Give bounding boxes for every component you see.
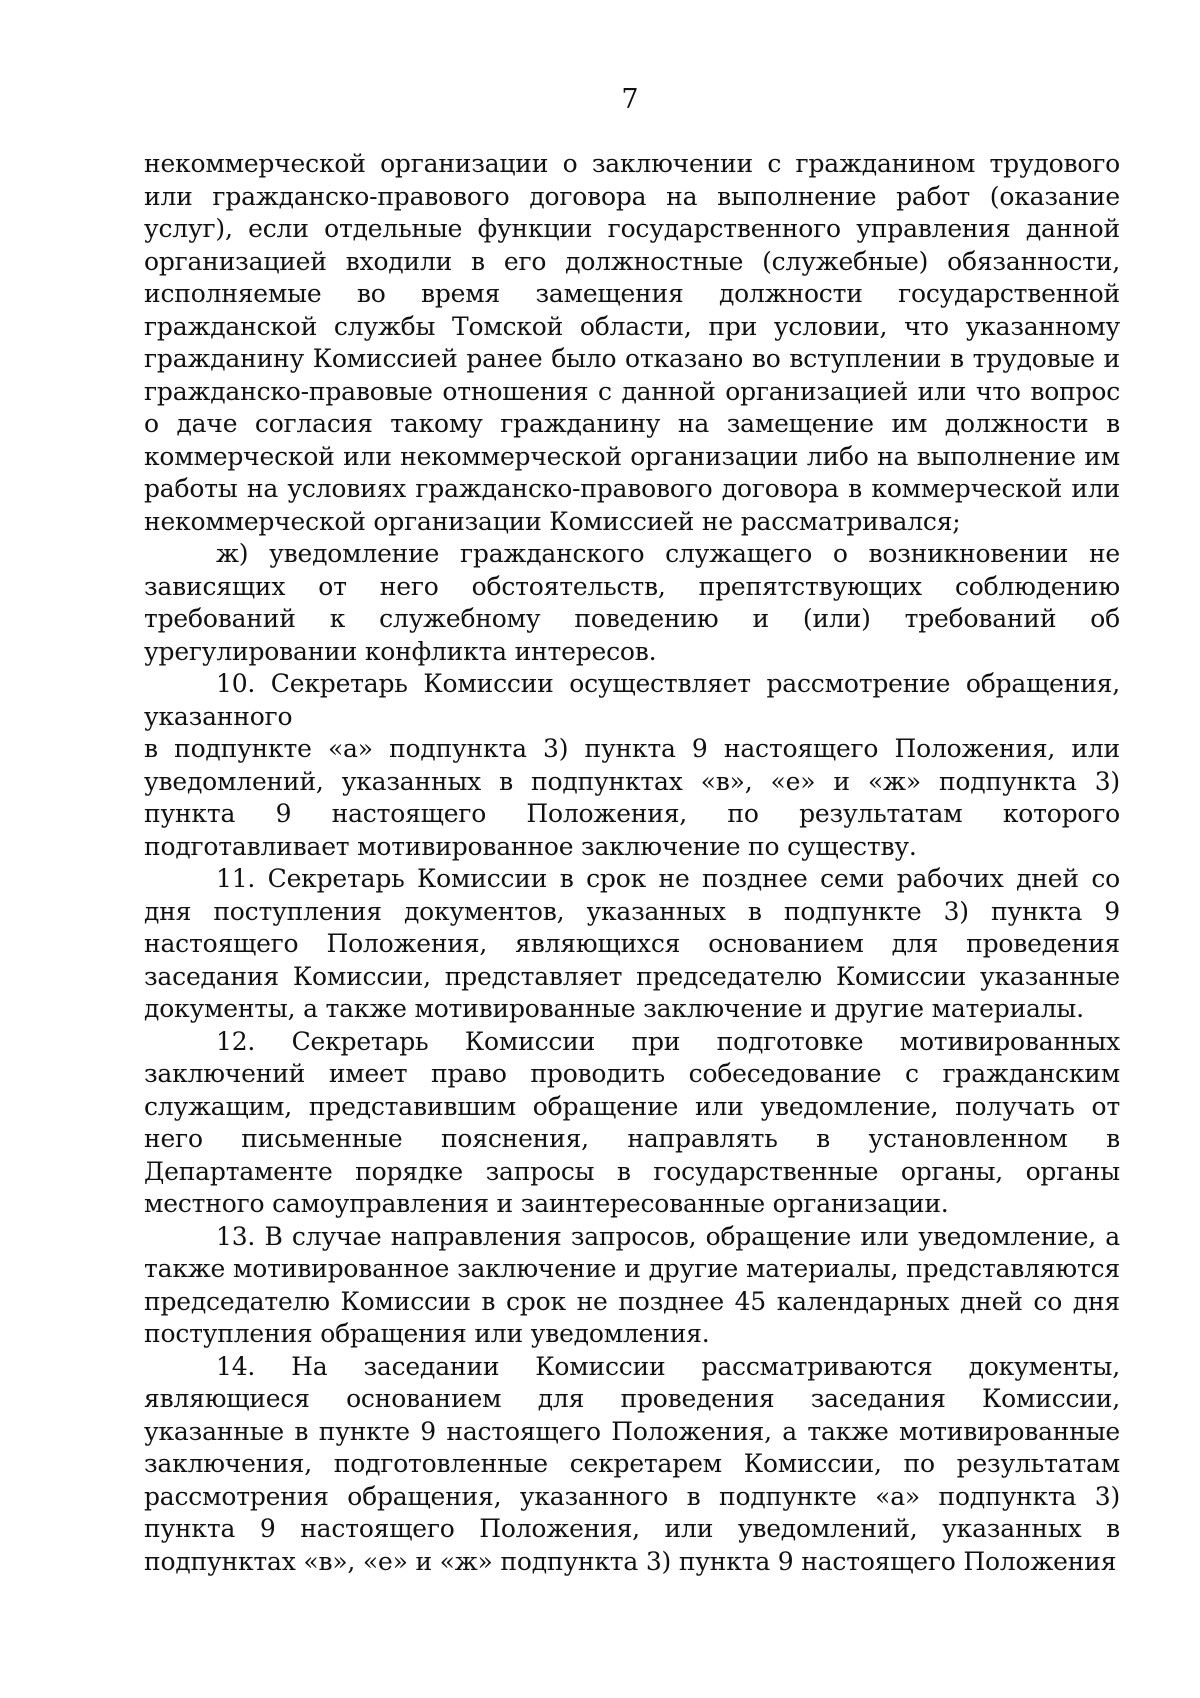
- paragraph-item-zh: ж) уведомление гражданского служащего о возникновении не зависящих от него обстоятельств, препятствующих соблюдению требований к служебному поведению и (или) требований об урегулировании конфликта интересов.: [144, 539, 1120, 666]
- paragraph-14: 14. На заседании Комиссии рассматриваются документы, являющиеся основанием для проведения заседания Комиссии, указанные в пункте 9 настоящего Положения, а также мотивированные заключения, подготовленные секретарем Комиссии, по результатам рассмотрения обращения, указанного в подпункте «а» подпункта 3) пункта 9 настоящего Положения, или уведомлений, указанных в подпунктах «в», «е» и «ж» подпункта 3) пункта 9 настоящего Положения: [144, 1351, 1120, 1576]
- paragraph-12: 12. Секретарь Комиссии при подготовке мотивированных заключений имеет право проводить собеседование с гражданским служащим, представившим обращение или уведомление, получать от него письменные пояснения, направлять в установленном в Департаменте порядке запросы в государственные органы, органы местного самоуправления и заинтересованные организации.: [144, 1026, 1120, 1218]
- page-number: 7: [621, 84, 639, 115]
- paragraph-13: 13. В случае направления запросов, обращение или уведомление, а также мотивированное заключение и другие материалы, представляются председателю Комиссии в срок не позднее 45 календарных дней со дня поступления обращения или уведомления.: [144, 1221, 1120, 1348]
- paragraph-continuation: некоммерческой организации о заключении с гражданином трудового или гражданско-правового договора на выполнение работ (оказание услуг), если отдельные функции государственного управления данной организацией входили в его должностные (служебные) обязанности, исполняемые во время замещения должности государственной гражданской службы Томской области, при условии, что указанному гражданину Комиссией ранее было отказано во вступлении в трудовые и гражданско-правовые отношения с данной организацией или что вопрос о даче согласия такому гражданину на замещение им должности в коммерческой или некоммерческой организации либо на выполнение им работы на условиях гражданско-правового договора в коммерческой или некоммерческой организации Комиссией не рассматривался;: [144, 149, 1120, 536]
- paragraph-10-start: 10. Секретарь Комиссии осуществляет рассмотрение обращения, указанного: [144, 669, 1120, 731]
- document-body: [144, 148, 1120, 1578]
- paragraph-11: 11. Секретарь Комиссии в срок не позднее семи рабочих дней со дня поступления документов, указанных в подпункте 3) пункта 9 настоящего Положения, являющихся основанием для проведения заседания Комиссии, представляет председателю Комиссии указанные документы, а также мотивированные заключение и другие материалы.: [144, 864, 1120, 1023]
- paragraph-10-continuation: в подпункте «а» подпункта 3) пункта 9 настоящего Положения, или уведомлений, указанных в подпунктах «в», «е» и «ж» подпункта 3) пункта 9 настоящего Положения, по результатам которого подготавливает мотивированное заключение по существу.: [144, 734, 1120, 861]
